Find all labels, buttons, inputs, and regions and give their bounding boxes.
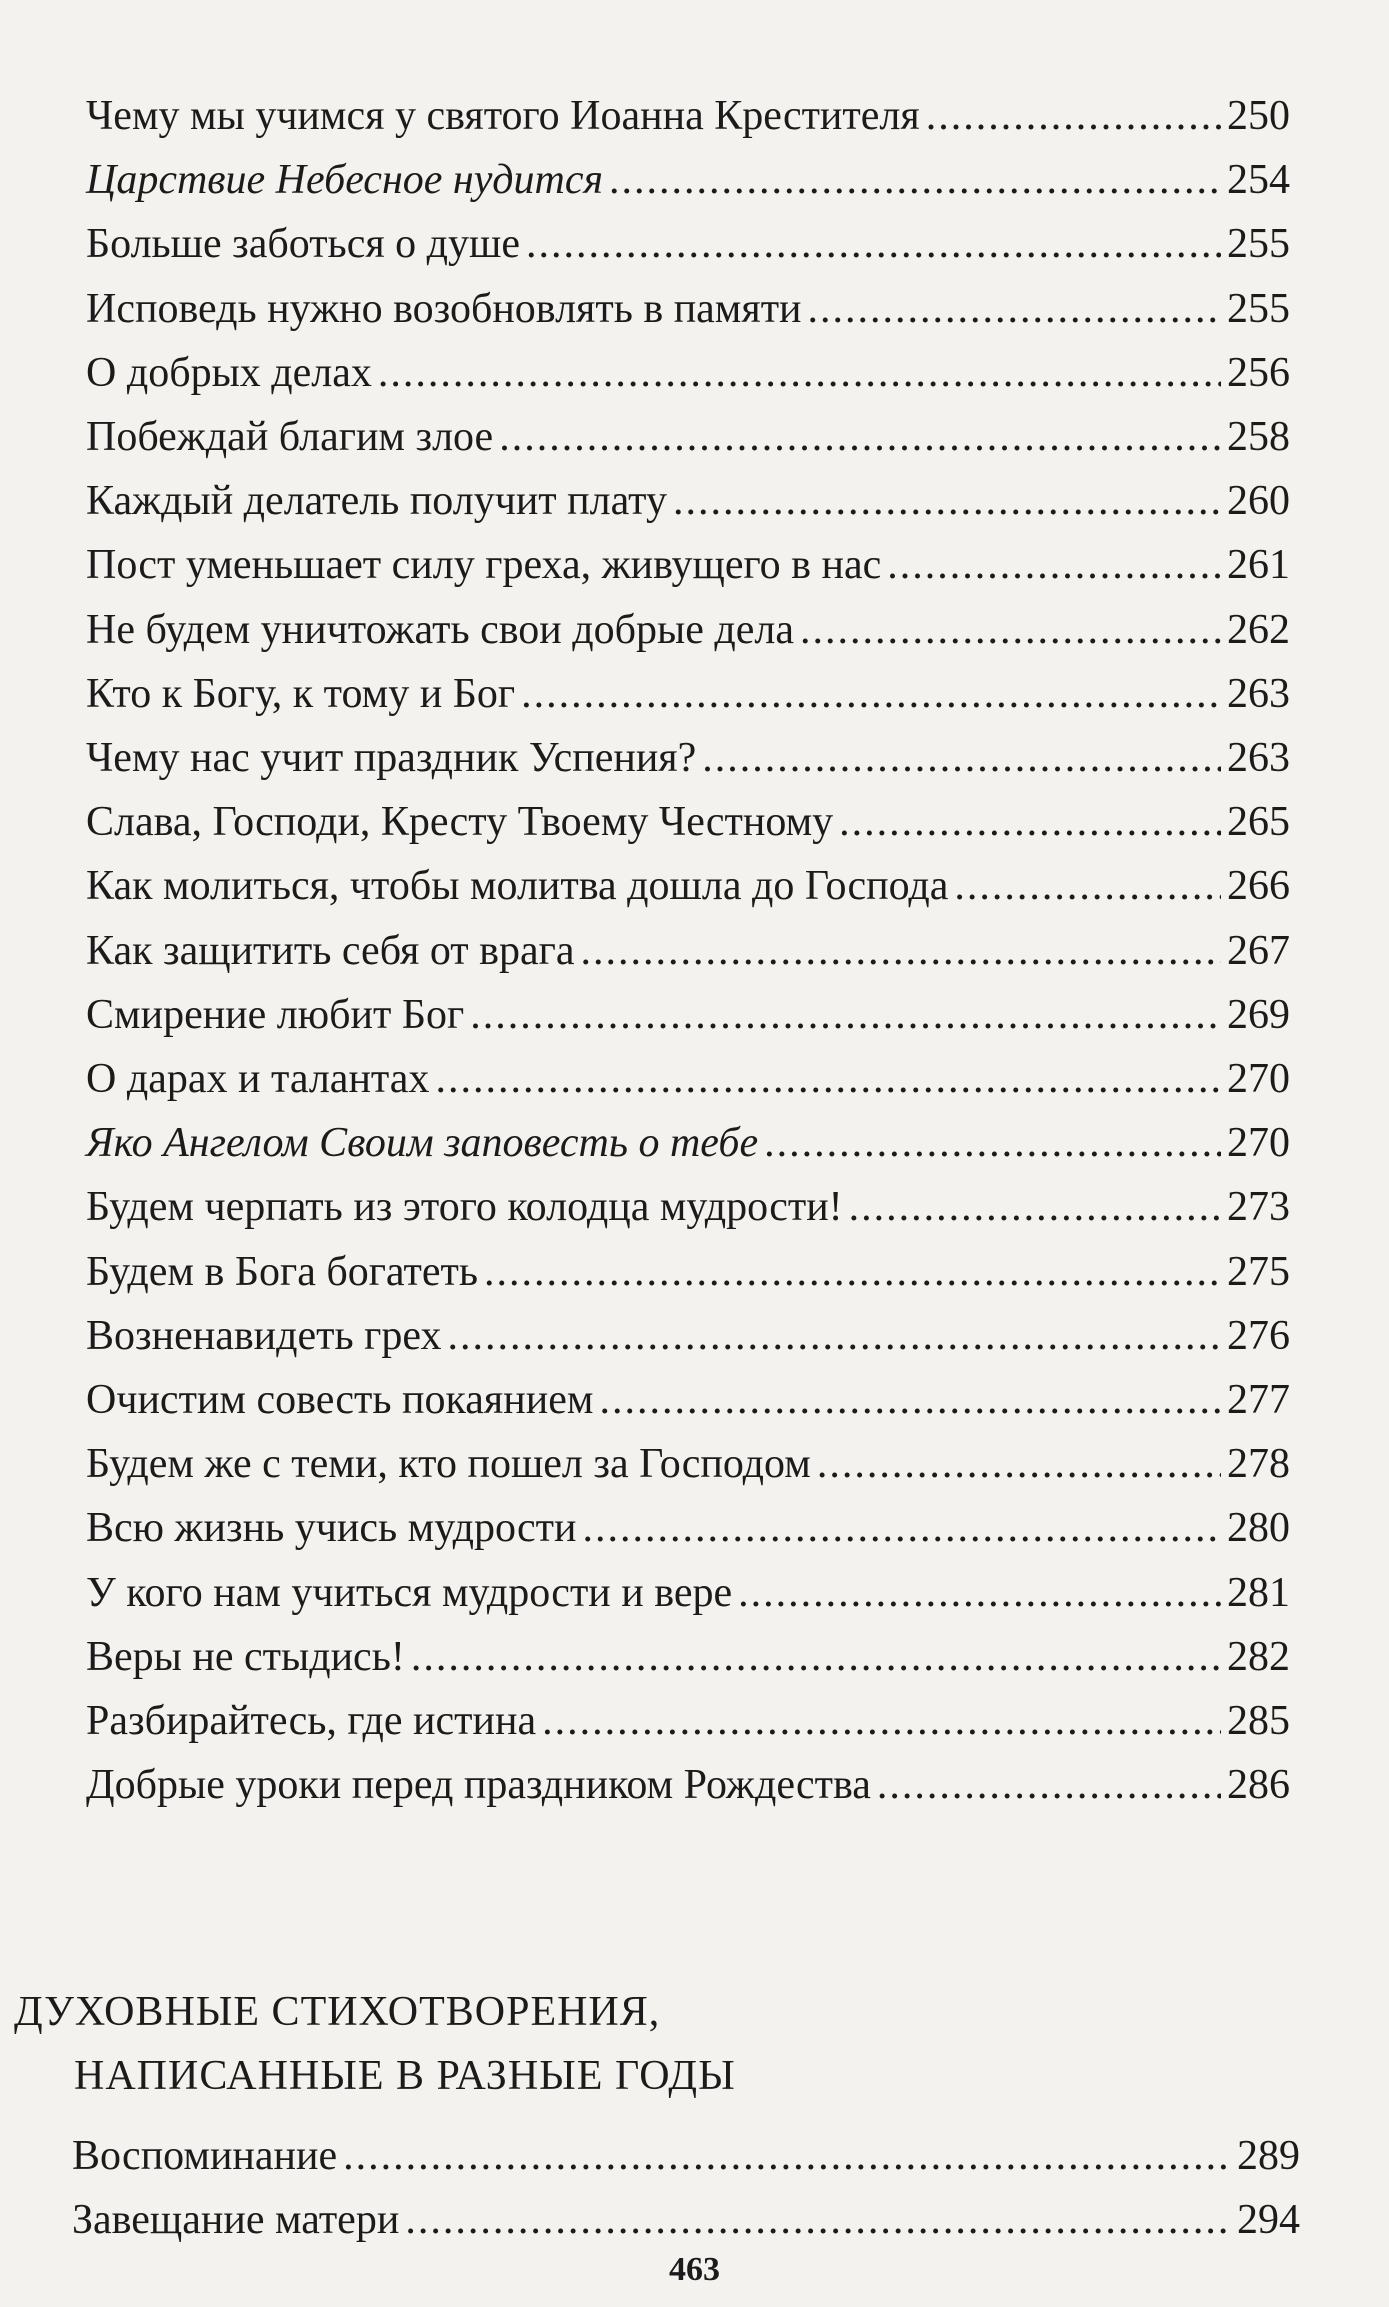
- toc-entry[interactable]: [86, 281, 1290, 337]
- toc-entry-page: 278: [1227, 1441, 1290, 1488]
- toc-entry-page: 289: [1237, 2133, 1300, 2179]
- toc-dot-leader: [738, 1565, 1221, 1621]
- toc-entry-title: Царствие Небесное нудится: [86, 157, 604, 204]
- toc-entry-page: 276: [1227, 1312, 1290, 1359]
- toc-entry-page: 263: [1227, 735, 1290, 781]
- toc-entry-title: Всю жизнь учись мудрости: [86, 1505, 577, 1552]
- toc-entry-page: 256: [1227, 349, 1290, 396]
- toc-entry-page: 281: [1227, 1569, 1290, 1616]
- toc-entry-title: Каждый делатель получит плату: [86, 478, 667, 525]
- toc-entry-page: 286: [1227, 1762, 1290, 1809]
- toc-entry-page: 269: [1227, 991, 1290, 1038]
- toc-entry[interactable]: [86, 730, 1290, 786]
- toc-entry-title: Больше заботься о душе: [86, 221, 521, 268]
- toc-entry[interactable]: [86, 1115, 1290, 1171]
- toc-entry[interactable]: [86, 1244, 1290, 1300]
- page-number: 463: [669, 2251, 720, 2288]
- section-title-line-1: ДУХОВНЫЕ СТИХОТВОРЕНИЯ,: [14, 1989, 661, 2035]
- toc-dot-leader: [926, 88, 1221, 144]
- toc-entry[interactable]: [86, 152, 1290, 208]
- toc-entry-page: 280: [1227, 1505, 1290, 1552]
- toc-entry[interactable]: [86, 1693, 1290, 1749]
- toc-entry-title: Как молиться, чтобы молитва дошла до Господа: [86, 863, 949, 910]
- toc-dot-leader: [411, 1629, 1221, 1685]
- toc-entry[interactable]: [86, 1436, 1290, 1492]
- toc-dot-leader: [800, 602, 1221, 658]
- toc-dot-leader: [808, 281, 1221, 337]
- toc-entry-title: Возненавидеть грех: [86, 1312, 442, 1359]
- toc-entry-page: 260: [1227, 478, 1290, 525]
- toc-dot-leader: [405, 2192, 1231, 2248]
- toc-entry-title: Смирение любит Бог: [86, 991, 465, 1038]
- toc-entry[interactable]: [86, 923, 1290, 979]
- toc-dot-leader: [521, 666, 1221, 722]
- toc-entry-title: Чему мы учимся у святого Иоанна Крестителя: [86, 93, 920, 139]
- toc-entry-title: Чему нас учит праздник Успения?: [86, 735, 697, 781]
- toc-entry-page: 263: [1227, 670, 1290, 717]
- toc-entry[interactable]: [86, 409, 1290, 465]
- toc-entry-page: 294: [1237, 2197, 1300, 2244]
- toc-entry[interactable]: [86, 1372, 1290, 1428]
- toc-dot-leader: [849, 1179, 1221, 1235]
- toc-dot-leader: [599, 1372, 1221, 1428]
- toc-entry-title: Добрые уроки перед праздником Рождества: [86, 1762, 871, 1809]
- toc-entry[interactable]: [86, 666, 1290, 722]
- toc-entry-page: 270: [1227, 1056, 1290, 1102]
- toc-entry[interactable]: [86, 345, 1290, 401]
- toc-entry-page: 267: [1227, 927, 1290, 974]
- toc-entry-title: Не будем уничтожать свои добрые дела: [86, 606, 794, 653]
- toc-dot-leader: [582, 1500, 1221, 1556]
- toc-entry-title: Будем черпать из этого колодца мудрости!: [86, 1184, 843, 1231]
- toc-entry[interactable]: [72, 2192, 1300, 2248]
- toc-entry[interactable]: [86, 537, 1290, 593]
- toc-entry[interactable]: [86, 602, 1290, 658]
- toc-entry[interactable]: [86, 1179, 1290, 1235]
- toc-entry-title: Воспоминание: [72, 2133, 338, 2179]
- toc-entry[interactable]: [86, 858, 1290, 914]
- toc-dot-leader: [542, 1693, 1221, 1749]
- toc-dot-leader: [954, 858, 1221, 914]
- toc-entry[interactable]: [86, 987, 1290, 1043]
- toc-dot-leader: [435, 1051, 1221, 1107]
- toc-entry[interactable]: [86, 1565, 1290, 1621]
- toc-entry-page: 262: [1227, 606, 1290, 653]
- toc-entry[interactable]: [86, 794, 1290, 850]
- toc-entry[interactable]: [86, 88, 1290, 144]
- toc-entry[interactable]: [86, 473, 1290, 529]
- toc-entry-title: У кого нам учиться мудрости и вере: [86, 1569, 733, 1616]
- toc-dot-leader: [343, 2128, 1231, 2184]
- toc-dot-leader: [817, 1436, 1221, 1492]
- toc-dot-leader: [839, 794, 1221, 850]
- toc-entry-title: Как защитить себя от врага: [86, 927, 575, 974]
- toc-dot-leader: [877, 1757, 1221, 1813]
- toc-dot-leader: [702, 730, 1221, 786]
- toc-entry[interactable]: [86, 1308, 1290, 1364]
- toc-entry-title: Будем в Бога богатеть: [86, 1248, 478, 1295]
- toc-entry[interactable]: [86, 216, 1290, 272]
- toc-entry-page: 277: [1227, 1377, 1290, 1423]
- toc-dot-leader: [526, 216, 1221, 272]
- toc-entry-page: 261: [1227, 542, 1290, 589]
- toc-entry-page: 285: [1227, 1698, 1290, 1744]
- toc-dot-leader: [609, 152, 1221, 208]
- toc-entry-title: Исповедь нужно возобновлять в памяти: [86, 285, 802, 332]
- toc-entry-page: 255: [1227, 221, 1290, 268]
- toc-entry-title: Слава, Господи, Кресту Твоему Честному: [86, 799, 834, 846]
- toc-entry[interactable]: [86, 1629, 1290, 1685]
- toc-dot-leader: [580, 923, 1221, 979]
- toc-dot-leader: [673, 473, 1221, 529]
- toc-entry[interactable]: [86, 1500, 1290, 1556]
- section-title-line-2: НАПИСАННЫЕ В РАЗНЫЕ ГОДЫ: [74, 2053, 736, 2099]
- toc-entry-title: О дарах и талантах: [86, 1056, 430, 1102]
- toc-dot-leader: [447, 1308, 1221, 1364]
- toc-entry-title: О добрых делах: [86, 349, 372, 396]
- toc-entry-page: 270: [1227, 1120, 1290, 1167]
- toc-entry[interactable]: [86, 1757, 1290, 1813]
- toc-entry-page: 282: [1227, 1633, 1290, 1680]
- toc-entry-page: 273: [1227, 1184, 1290, 1231]
- toc-dot-leader: [470, 987, 1221, 1043]
- toc-entry-title: Завещание матери: [72, 2197, 400, 2244]
- toc-entry-title: Веры не стыдись!: [86, 1633, 405, 1680]
- toc-entry-title: Кто к Богу, к тому и Бог: [86, 670, 516, 717]
- toc-dot-leader: [499, 409, 1221, 465]
- toc-dot-leader: [484, 1244, 1221, 1300]
- toc-dot-leader: [764, 1115, 1221, 1171]
- toc-dot-leader: [378, 345, 1221, 401]
- toc-entry[interactable]: [72, 2128, 1300, 2184]
- toc-entry[interactable]: [86, 1051, 1290, 1107]
- toc-entry-title: Пост уменьшает силу греха, живущего в нас: [86, 542, 882, 589]
- toc-dot-leader: [887, 537, 1221, 593]
- toc-entry-title: Будем же с теми, кто пошел за Господом: [86, 1441, 811, 1488]
- toc-entry-page: 275: [1227, 1248, 1290, 1295]
- toc-entry-page: 265: [1227, 799, 1290, 846]
- toc-entry-title: Яко Ангелом Своим заповесть о тебе: [86, 1120, 759, 1167]
- toc-entry-page: 266: [1227, 863, 1290, 910]
- toc-entry-page: 254: [1227, 157, 1290, 204]
- toc-entry-page: 250: [1227, 93, 1290, 139]
- toc-entry-page: 258: [1227, 414, 1290, 460]
- toc-entry-title: Побеждай благим злое: [86, 414, 494, 460]
- toc-entry-page: 255: [1227, 285, 1290, 332]
- toc-entry-title: Очистим совесть покаянием: [86, 1377, 594, 1423]
- toc-entry-title: Разбирайтесь, где истина: [86, 1698, 537, 1744]
